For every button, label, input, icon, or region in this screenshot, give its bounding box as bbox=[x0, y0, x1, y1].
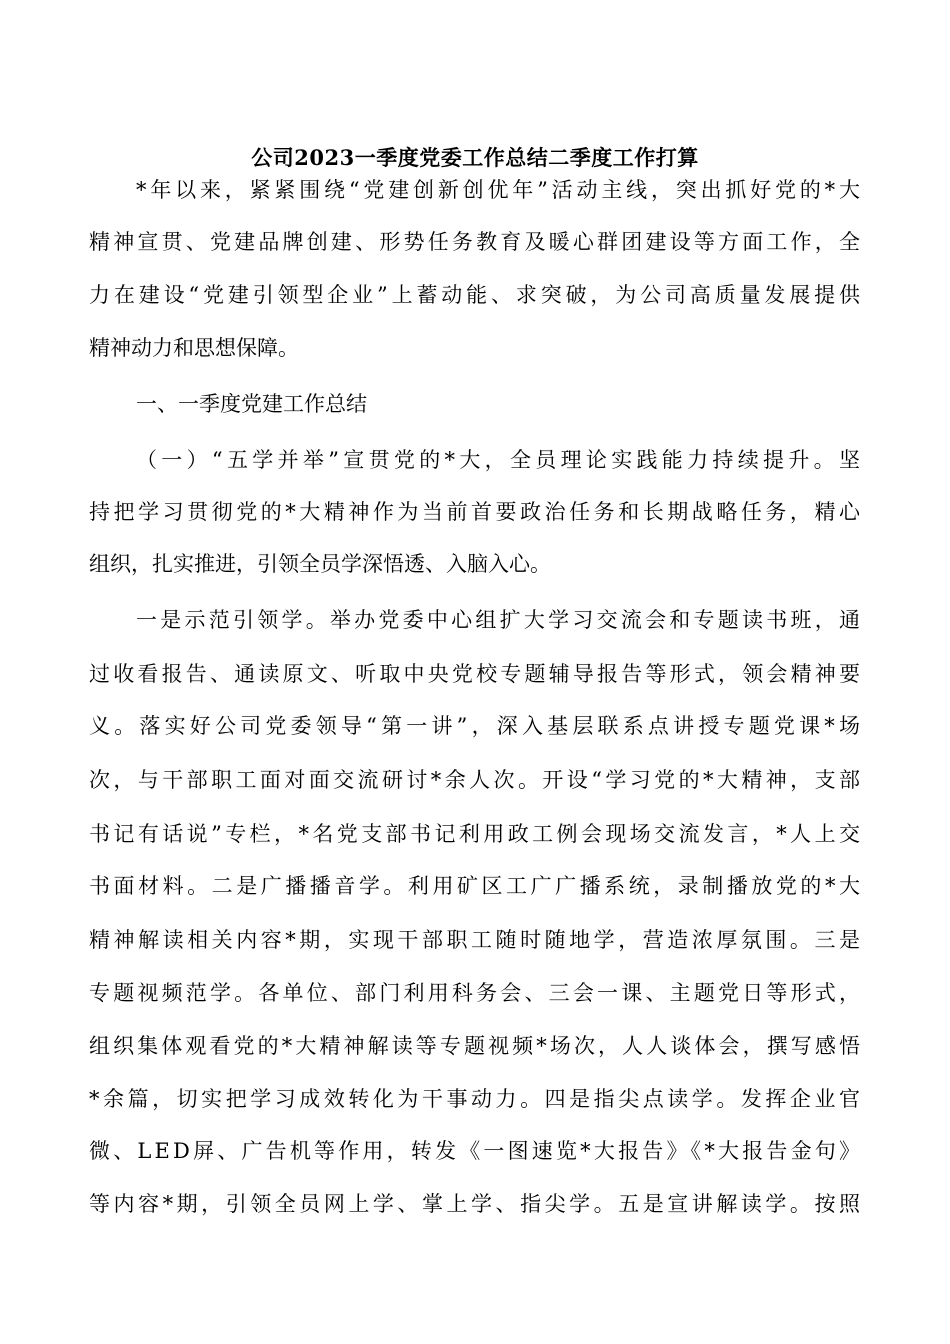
body-line-text: 等内容*期，引领全员网上学、掌上学、指尖学。五是宣讲解读学。按照 bbox=[89, 1192, 864, 1216]
body-line bbox=[0, 537, 950, 591]
body-line-text: 书记有话说”专栏，*名党支部书记利用政工例会现场交流发言，*人上交 bbox=[89, 822, 864, 846]
body-line bbox=[0, 1019, 950, 1073]
body-line bbox=[0, 1177, 950, 1231]
body-line bbox=[0, 321, 950, 375]
body-line-text: 精神动力和思想保障。 bbox=[89, 336, 299, 360]
body-line-text: 书面材料。二是广播播音学。利用矿区工广广播系统，录制播放党的*大 bbox=[89, 874, 864, 898]
body-line bbox=[0, 753, 950, 807]
body-line bbox=[0, 215, 950, 269]
body-line-text: 义。落实好公司党委领导“第一讲”，深入基层联系点讲授专题党课*场 bbox=[89, 714, 865, 738]
body-line bbox=[0, 485, 950, 539]
body-line bbox=[0, 913, 950, 967]
body-line-text: 力在建设“党建引领型企业”上蓄动能、求突破，为公司高质量发展提供 bbox=[89, 283, 864, 307]
body-line bbox=[0, 1072, 950, 1126]
body-line bbox=[0, 433, 950, 487]
body-line-text: 一是示范引领学。举办党委中心组扩大学习交流会和专题读书班，通 bbox=[136, 608, 864, 632]
body-line bbox=[0, 699, 950, 753]
body-line-text: *年以来，紧紧围绕“党建创新创优年”活动主线，突出抓好党的*大 bbox=[136, 178, 864, 202]
body-line-text: 次，与干部职工面对面交流研讨*余人次。开设“学习党的*大精神，支部 bbox=[89, 768, 864, 792]
body-line bbox=[0, 647, 950, 701]
body-line-text: 组织集体观看党的*大精神解读等专题视频*场次，人人谈体会，撰写感悟 bbox=[89, 1034, 864, 1058]
body-line bbox=[0, 807, 950, 861]
body-line-text: 持把学习贯彻党的*大精神作为当前首要政治任务和长期战略任务，精心 bbox=[89, 500, 864, 524]
body-line-text: 组织，扎实推进，引领全员学深悟透、入脑入心。 bbox=[89, 552, 551, 576]
body-line bbox=[0, 163, 950, 217]
body-line-text: （一）“五学并举”宣贯党的*大，全员理论实践能力持续提升。坚 bbox=[136, 448, 865, 472]
body-line bbox=[0, 377, 950, 431]
body-line-text: 精神解读相关内容*期，实现干部职工随时随地学，营造浓厚氛围。三是 bbox=[89, 928, 864, 952]
body-line-text: 过收看报告、通读原文、听取中央党校专题辅导报告等形式，领会精神要 bbox=[89, 662, 864, 686]
body-line-text: *余篇，切实把学习成效转化为干事动力。四是指尖点读学。发挥企业官 bbox=[89, 1087, 864, 1111]
body-line-text: 一、一季度党建工作总结 bbox=[136, 392, 367, 416]
document-title: 公司2023一季度党委工作总结二季度工作打算 bbox=[251, 145, 699, 170]
body-line-text: 微、LED屏、广告机等作用，转发《一图速览*大报告》《*大报告金句》 bbox=[89, 1139, 864, 1163]
body-line-text: 专题视频范学。各单位、部门利用科务会、三会一课、主题党日等形式， bbox=[89, 981, 864, 1005]
body-line bbox=[0, 268, 950, 322]
body-line bbox=[0, 593, 950, 647]
body-line bbox=[0, 1124, 950, 1178]
body-line bbox=[0, 966, 950, 1020]
body-line bbox=[0, 859, 950, 913]
body-line-text: 精神宣贯、党建品牌创建、形势任务教育及暖心群团建设等方面工作，全 bbox=[89, 230, 864, 254]
